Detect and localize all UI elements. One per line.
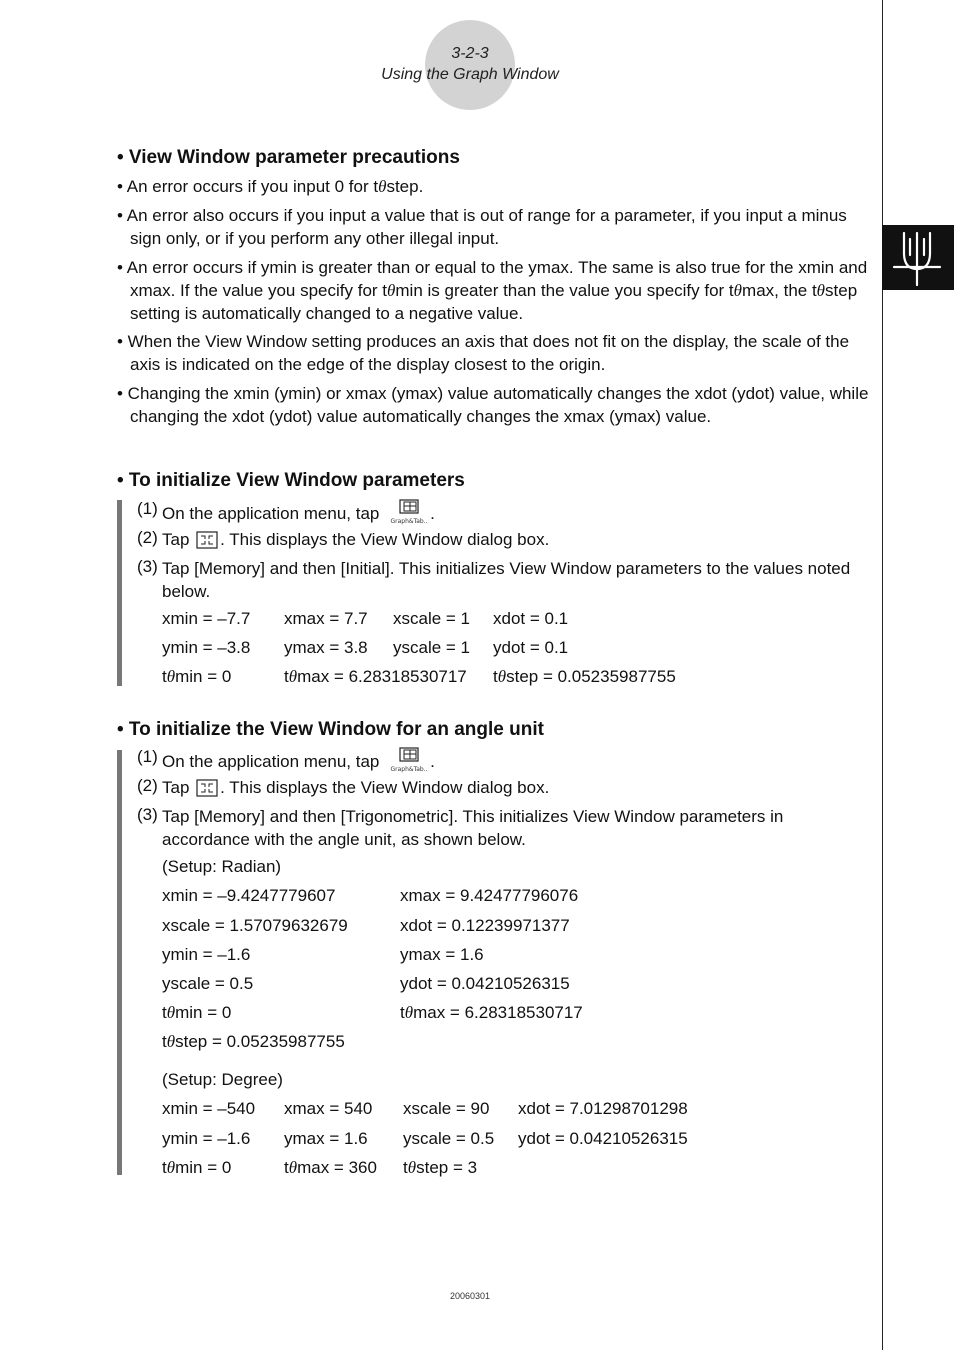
init-ymin: ymin = –3.8 [162,638,251,657]
init-step2-num: (2) [137,528,158,547]
precaution-bullet-5: • Changing the xmin (ymin) or xmax (ymax) value automatically changes the xdot (ydot) value, while changing the xdot (ydot) value automatically changes the xmax (ymax) value. [117,384,869,426]
init-tmin: tθmin = 0 [162,667,232,686]
graph-table-app-icon[interactable] [388,747,430,773]
angle-section-bar [117,750,122,1175]
angle-step3-num: (3) [137,805,158,824]
degree-tstep: tθstep = 3 [403,1158,478,1177]
init-heading: • To initialize View Window parameters [117,470,465,491]
init-step1: On the application menu, tap Graph&Tab.. . [162,499,862,525]
degree-yscale: yscale = 0.5 [403,1129,495,1148]
app-icon-caption: Graph&Tab.. [390,766,428,773]
init-step2: Tap . This displays the View Window dialog box. [162,530,550,549]
section-number: 3-2-3 [451,45,489,62]
angle-heading: • To initialize the View Window for an angle unit [117,719,544,740]
init-xmax: xmax = 7.7 [284,609,368,628]
page-right-rule [882,0,883,1350]
precaution-bullet-1: • An error occurs if you input 0 for tθstep. [117,177,424,196]
degree-label: (Setup: Degree) [162,1070,283,1089]
init-step1-num: (1) [137,499,158,518]
init-section-bar [117,500,122,686]
radian-xmax: xmax = 9.42477796076 [400,886,579,905]
init-xmin: xmin = –7.7 [162,609,251,628]
view-window-icon[interactable] [196,531,218,549]
init-ydot: ydot = 0.1 [493,638,569,657]
degree-xmin: xmin = –540 [162,1099,256,1118]
degree-xscale: xscale = 90 [403,1099,490,1118]
precautions-heading: • View Window parameter precautions [117,147,460,168]
precaution-bullet-2: • An error also occurs if you input a value that is out of range for a parameter, if you input a minus sign only, or if you perform any other illegal input. [117,206,847,248]
init-step3: Tap [Memory] and then [Initial]. This initializes View Window parameters to the values noted below. [162,559,851,601]
header-circle [425,20,515,110]
degree-ymax: ymax = 1.6 [284,1129,368,1148]
radian-xdot: xdot = 0.12239971377 [400,916,570,935]
footer-code: 20060301 [449,1291,491,1301]
degree-tmin: tθmin = 0 [162,1158,232,1177]
radian-xscale: xscale = 1.57079632679 [162,916,348,935]
radian-tmax: tθmax = 6.28318530717 [400,1003,583,1022]
angle-step2-num: (2) [137,776,158,795]
radian-tstep: tθstep = 0.05235987755 [162,1032,345,1051]
init-step3-num: (3) [137,557,158,576]
radian-yscale: yscale = 0.5 [162,974,254,993]
init-yscale: yscale = 1 [393,638,471,657]
degree-xdot: xdot = 7.01298701298 [518,1099,688,1118]
section-title: Using the Graph Window [381,66,559,83]
init-xscale: xscale = 1 [393,609,471,628]
degree-tmax: tθmax = 360 [284,1158,377,1177]
degree-ydot: ydot = 0.04210526315 [518,1129,688,1148]
init-ymax: ymax = 3.8 [284,638,368,657]
angle-step3: Tap [Memory] and then [Trigonometric]. This initializes View Window parameters in accordance with the angle unit, as shown below. [162,807,784,849]
radian-ydot: ydot = 0.04210526315 [400,974,570,993]
init-xdot: xdot = 0.1 [493,609,569,628]
init-tmax: tθmax = 6.28318530717 [284,667,467,686]
graph-table-app-icon[interactable] [388,499,430,525]
angle-step1-num: (1) [137,747,158,766]
precaution-bullet-3: • An error occurs if ymin is greater than or equal to the ymax. The same is also true for the xmin and xmax. If the value you specify for tθmin is greater than the value you specify for tθmax, the tθstep setting is automatically changed to a negative value. [117,258,868,323]
radian-xmin: xmin = –9.4247779607 [162,886,336,905]
precaution-bullet-4: • When the View Window setting produces an axis that does not fit on the display, the scale of the axis is indicated on the edge of the display closest to the origin. [117,332,850,374]
degree-xmax: xmax = 540 [284,1099,373,1118]
view-window-icon[interactable] [196,779,218,797]
degree-ymin: ymin = –1.6 [162,1129,251,1148]
radian-ymin: ymin = –1.6 [162,945,251,964]
init-tstep: tθstep = 0.05235987755 [493,667,676,686]
radian-ymax: ymax = 1.6 [400,945,484,964]
graph-chapter-icon [882,225,954,290]
app-icon-caption: Graph&Tab.. [390,518,428,525]
angle-step1: On the application menu, tap Graph&Tab.. . [162,747,862,773]
radian-label: (Setup: Radian) [162,857,282,876]
radian-tmin: tθmin = 0 [162,1003,232,1022]
angle-step2: Tap . This displays the View Window dialog box. [162,778,550,797]
chapter-tab [882,225,954,290]
